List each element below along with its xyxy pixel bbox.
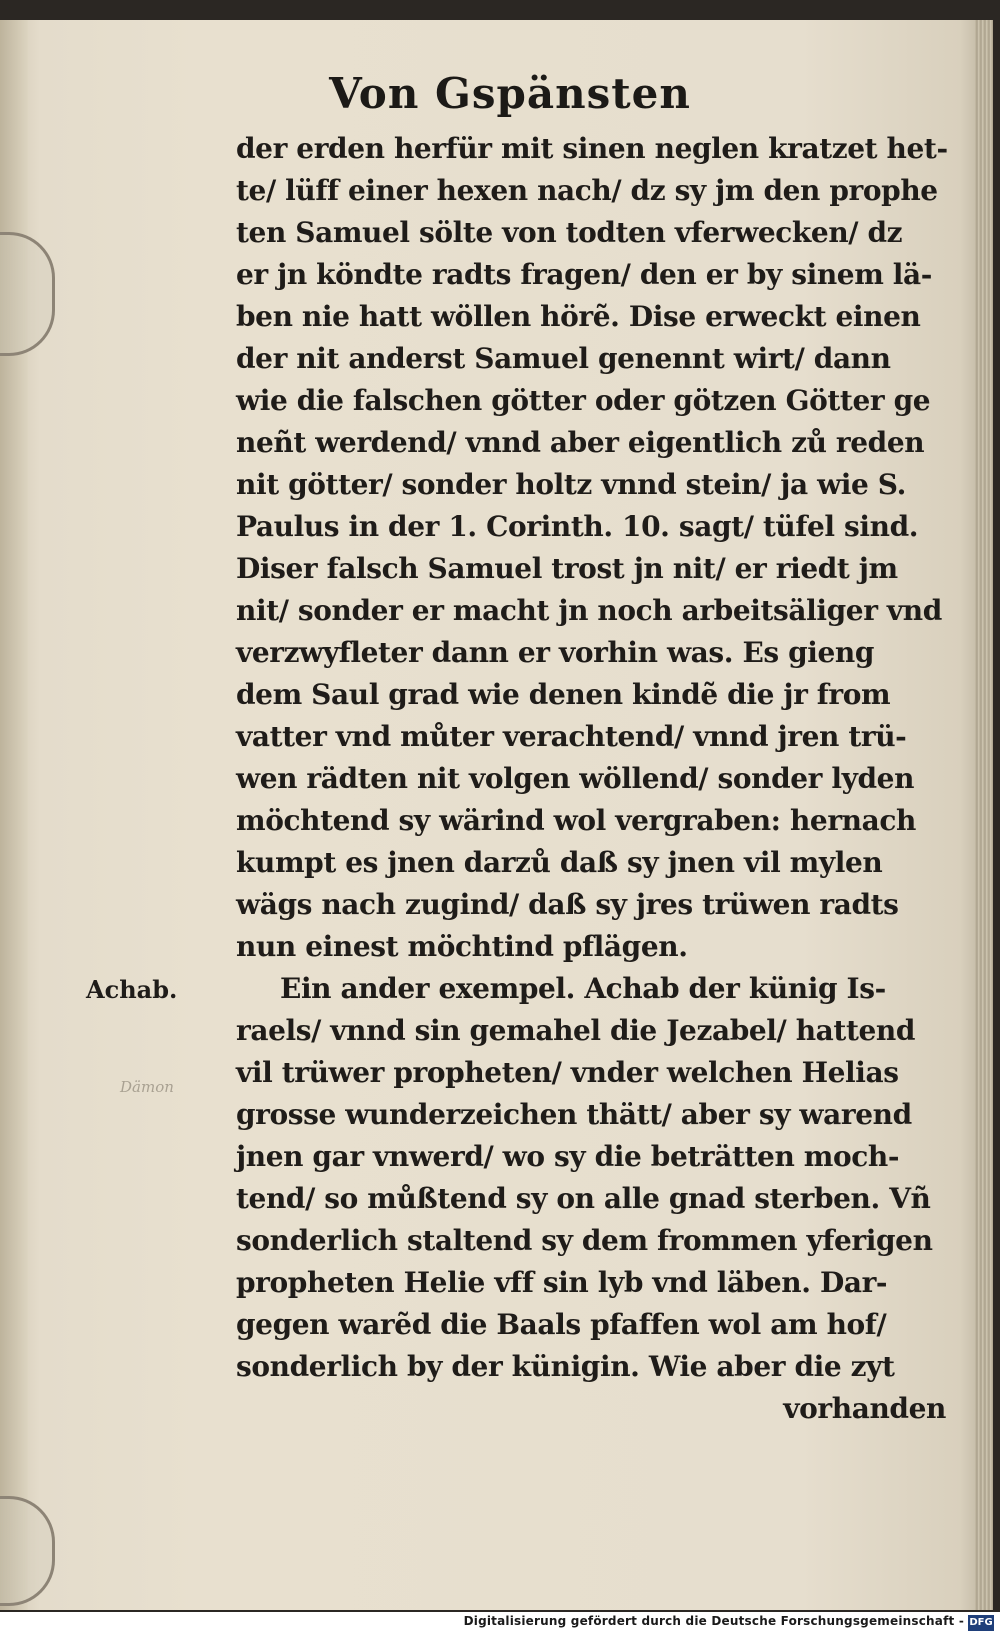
- text-line: ten Samuel sölte von todten vferwecken/ dz: [236, 216, 903, 249]
- text-line: wägs nach zugind/ daß sy jres trüwen radts: [236, 888, 899, 921]
- text-line: der erden herfür mit sinen neglen kratzet het-: [236, 132, 948, 165]
- text-line: ben nie hatt wöllen hörẽ. Dise erweckt einen: [236, 300, 921, 333]
- running-header: Von Gspänsten: [329, 69, 691, 118]
- text-line: nun einest möchtind pflägen.: [236, 930, 688, 963]
- text-line: wen rädten nit volgen wöllend/ sonder lyden: [236, 762, 915, 795]
- text-line: vatter vnd můter verachtend/ vnnd jren trü-: [236, 720, 907, 753]
- text-line: Diser falsch Samuel trost jn nit/ er riedt jm: [236, 552, 898, 585]
- text-line: raels/ vnnd sin gemahel die Jezabel/ hattend: [236, 1014, 916, 1047]
- dfg-logo: DFG: [968, 1615, 994, 1631]
- bleed-through-text: Dämon: [120, 1078, 174, 1096]
- text-line: vil trüwer propheten/ vnder welchen Helias: [236, 1056, 899, 1089]
- text-line: propheten Helie vff sin lyb vnd läben. Dar-: [236, 1266, 888, 1299]
- body-text: [236, 128, 956, 1430]
- text-line: er jn köndte radts fragen/ den er by sinem lä-: [236, 258, 932, 291]
- page-edges: [975, 20, 993, 1610]
- text-line: neñt werdend/ vnnd aber eigentlich zů reden: [236, 426, 925, 459]
- text-line: der nit anderst Samuel genennt wirt/ dann: [236, 342, 891, 375]
- catchword: vorhanden: [783, 1392, 946, 1425]
- text-line: verzwyfleter dann er vorhin was. Es gieng: [236, 636, 875, 669]
- text-line: jnen gar vnwerd/ wo sy die beträtten moch-: [236, 1140, 900, 1173]
- text-line: Paulus in der 1. Corinth. 10. sagt/ tüfel sind.: [236, 510, 919, 543]
- text-line: kumpt es jnen darzů daß sy jnen vil mylen: [236, 846, 883, 879]
- text-line: tend/ so můßtend sy on alle gnad sterben. Vñ: [236, 1182, 931, 1215]
- text-line: wie die falschen götter oder götzen Götter ge: [236, 384, 931, 417]
- text-line: nit götter/ sonder holtz vnnd stein/ ja wie S.: [236, 468, 906, 501]
- text-line: te/ lüff einer hexen nach/ dz sy jm den prophe: [236, 174, 938, 207]
- text-line: sonderlich staltend sy dem frommen yferigen: [236, 1224, 933, 1257]
- text-line-paragraph-start: Ein ander exempel. Achab der künig Is-: [280, 972, 886, 1005]
- text-line: sonderlich by der künigin. Wie aber die zyt: [236, 1350, 895, 1383]
- text-line: möchtend sy wärind wol vergraben: hernach: [236, 804, 916, 837]
- text-line: grosse wunderzeichen thätt/ aber sy warend: [236, 1098, 912, 1131]
- margin-note: Achab.: [86, 975, 178, 1004]
- text-line: nit/ sonder er macht jn noch arbeitsäliger vnd: [236, 594, 942, 627]
- text-line: dem Saul grad wie denen kindẽ die jr from: [236, 678, 891, 711]
- footer-bar: [0, 1612, 1000, 1635]
- text-line: gegen warẽd die Baals pfaffen wol am hof/: [236, 1308, 887, 1341]
- funding-credit: Digitalisierung gefördert durch die Deutsche Forschungsgemeinschaft -: [463, 1614, 964, 1628]
